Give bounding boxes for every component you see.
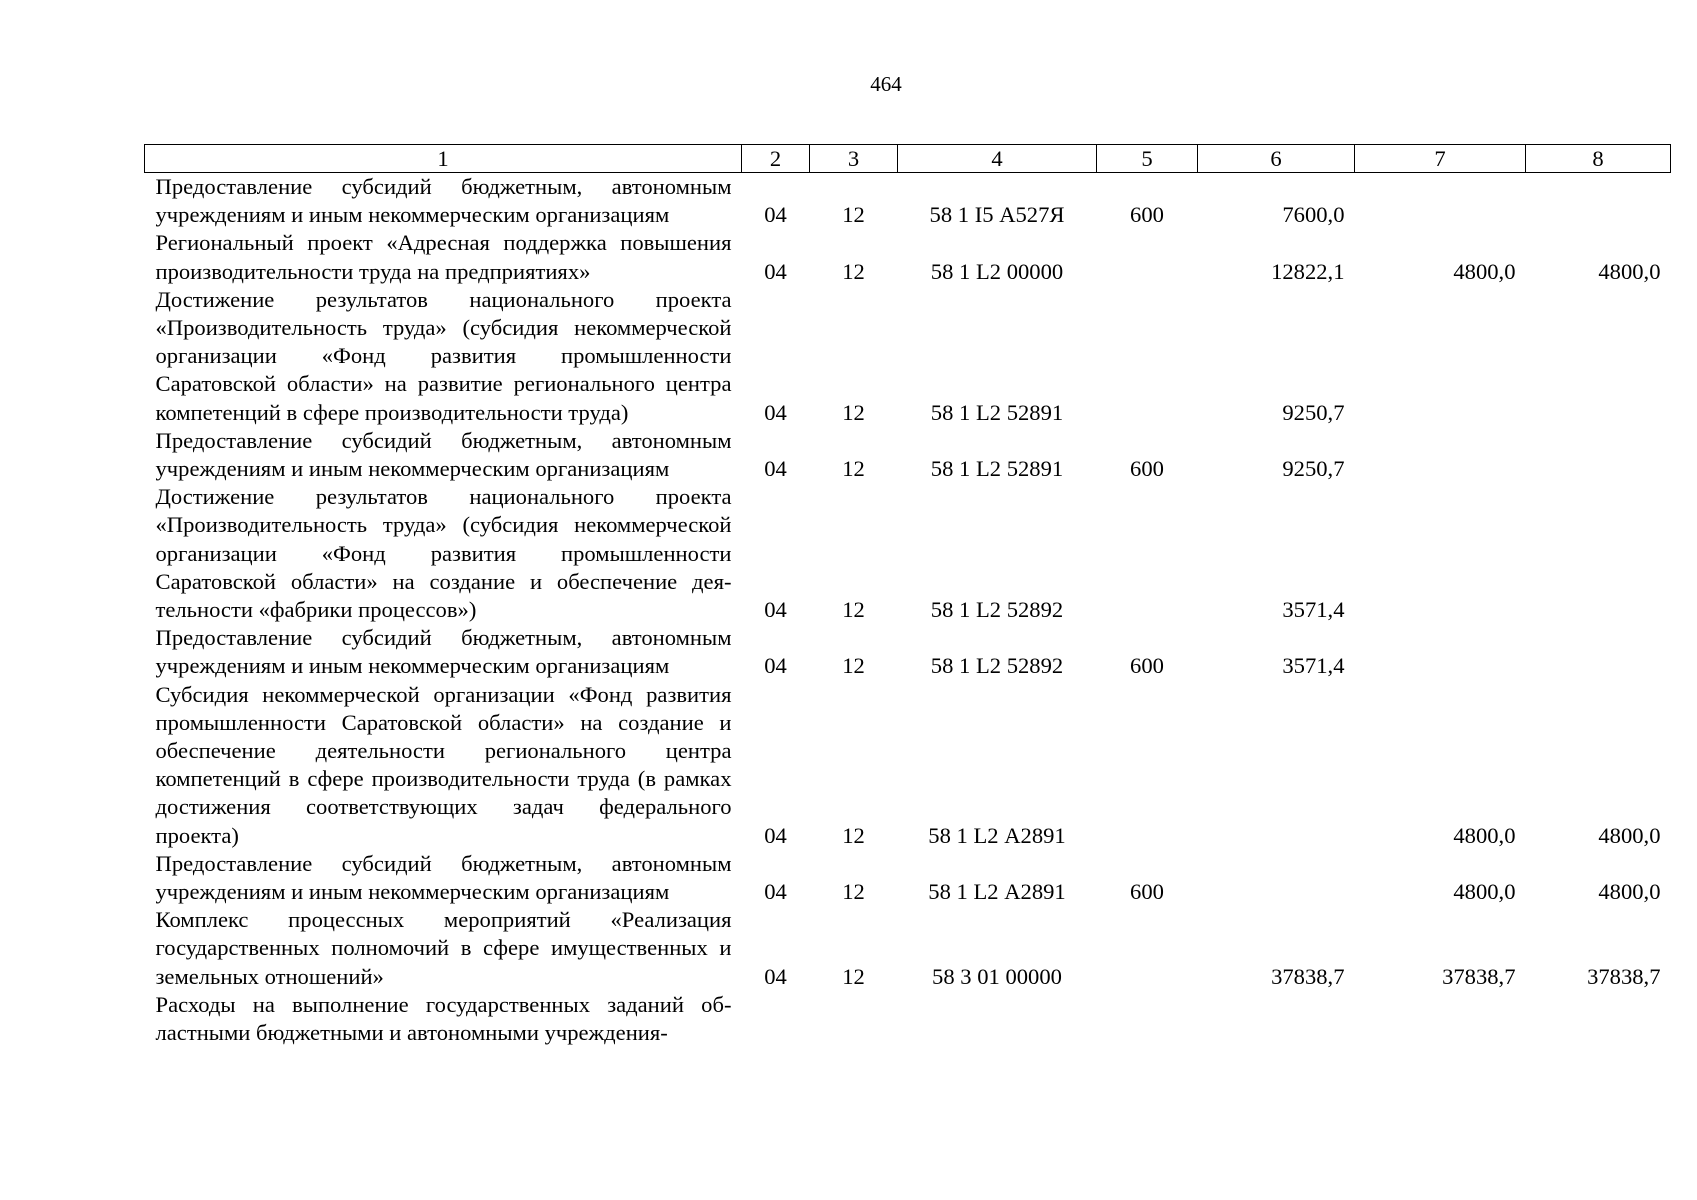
row-expense-type [1097, 483, 1198, 624]
row-amount-col7: 4800,0 [1453, 822, 1516, 848]
row-target-code: 58 1 L2 А2891 [928, 822, 1066, 848]
row-amount-col8 [1526, 427, 1671, 483]
row-amount-col7 [1355, 991, 1526, 1047]
row-amount-col7 [1355, 286, 1526, 427]
row-subsection: 12 [842, 399, 865, 425]
row-expense-type [1097, 229, 1198, 285]
row-subsection: 12 [842, 597, 865, 623]
header-col-1: 1 [145, 145, 742, 173]
row-subsection: 12 [842, 963, 865, 989]
row-amount-col7 [1355, 427, 1526, 483]
header-row [145, 145, 1671, 173]
row-subsection: 12 [842, 202, 865, 228]
row-subsection: 12 [842, 822, 865, 848]
header-col-7: 7 [1355, 145, 1526, 173]
row-amount-col6: 7600,0 [1282, 202, 1345, 228]
row-section: 04 [764, 879, 787, 905]
row-section: 04 [764, 597, 787, 623]
row-amount-col7 [1355, 173, 1526, 230]
row-target-code: 58 1 L2 52892 [930, 597, 1064, 623]
row-name: Региональный проект «Адресная поддержка повышения производительности труда на предприятиях» [155, 230, 732, 284]
row-target-code: 58 1 L2 52891 [930, 399, 1064, 425]
header-col-5: 5 [1097, 145, 1198, 173]
row-name: Расходы на выполнение государственных заданий областными бюджетными и автономными учреждения- [155, 991, 732, 1046]
page-number: 464 [870, 72, 902, 96]
table-row [145, 286, 1671, 427]
row-name: Предоставление субсидий бюджетным, автономным учреждениям и иным некоммерческим организациям [155, 174, 732, 228]
row-target-code: 58 1 I5 А527Я [929, 202, 1065, 228]
row-subsection: 12 [842, 456, 865, 482]
header-col-6: 6 [1198, 145, 1355, 173]
row-amount-col7 [1355, 483, 1526, 624]
row-amount-col6: 9250,7 [1282, 456, 1345, 482]
row-expense-type [1097, 681, 1198, 850]
row-expense-type [1097, 906, 1198, 991]
row-subsection: 12 [842, 258, 865, 284]
row-amount-col6 [1198, 681, 1355, 850]
row-amount-col6: 37838,7 [1271, 963, 1345, 989]
row-section: 04 [764, 202, 787, 228]
row-section [742, 991, 810, 1047]
row-amount-col8 [1526, 991, 1671, 1047]
row-amount-col6: 9250,7 [1282, 399, 1345, 425]
row-amount-col6 [1198, 850, 1355, 906]
row-expense-type: 600 [1130, 202, 1164, 228]
table-row [145, 624, 1671, 680]
table-body [145, 173, 1671, 1048]
row-section: 04 [764, 963, 787, 989]
table-row [145, 483, 1671, 624]
table-row [145, 850, 1671, 906]
row-target-code: 58 1 L2 52892 [930, 653, 1064, 679]
row-amount-col7: 4800,0 [1453, 258, 1516, 284]
row-subsection: 12 [842, 879, 865, 905]
row-section: 04 [764, 456, 787, 482]
row-expense-type [1097, 286, 1198, 427]
row-amount-col6: 3571,4 [1282, 653, 1345, 679]
table-row [145, 229, 1671, 285]
budget-table [144, 144, 1671, 1047]
row-amount-col8 [1526, 624, 1671, 680]
header-col-8: 8 [1526, 145, 1671, 173]
row-target-code: 58 1 L2 00000 [930, 258, 1064, 284]
row-name: Субсидия некоммерческой организации «Фонд развития промышленности Саратовской области» на создание и обеспечение деятельности регионального центра компетенций в сфере производительности труда (в рамках достижения соответствующих задач федерального проекта) [155, 681, 732, 848]
row-name: Предоставление субсидий бюджетным, автономным учреждениям и иным некоммерческим организациям [155, 427, 732, 482]
row-amount-col6 [1198, 991, 1355, 1047]
header-col-3: 3 [810, 145, 898, 173]
row-target-code [898, 991, 1097, 1047]
row-amount-col8 [1526, 483, 1671, 624]
row-amount-col8: 4800,0 [1598, 822, 1661, 848]
row-name: Достижение результатов национального проекта «Производительность труда» (субсидия некоммерческой организации «Фонд развития промышленности Саратовской области» на развитие регионального центра компетенций в сфере производительности труда) [155, 286, 732, 425]
row-amount-col8: 4800,0 [1598, 258, 1661, 284]
row-amount-col6: 12822,1 [1271, 258, 1345, 284]
row-amount-col8 [1526, 286, 1671, 427]
row-amount-col8 [1526, 173, 1671, 230]
row-subsection: 12 [842, 653, 865, 679]
table-header [145, 145, 1671, 173]
row-expense-type: 600 [1130, 456, 1164, 482]
row-expense-type [1097, 991, 1198, 1047]
row-amount-col7 [1355, 624, 1526, 680]
row-name: Предоставление субсидий бюджетным, автономным учреждениям и иным некоммерческим организациям [155, 625, 732, 679]
table-row [145, 173, 1671, 230]
row-amount-col8: 4800,0 [1598, 879, 1661, 905]
row-section: 04 [764, 822, 787, 848]
row-name: Достижение результатов национального проекта «Производительность труда» (субсидия некоммерческой организации «Фонд развития промышленности Саратовской области» на создание и обеспечение деятельности «фабрики процессов») [155, 484, 732, 623]
row-section: 04 [764, 653, 787, 679]
row-subsection [810, 991, 898, 1047]
row-expense-type: 600 [1130, 653, 1164, 679]
table-row [145, 906, 1671, 991]
row-amount-col7: 4800,0 [1453, 879, 1516, 905]
row-target-code: 58 3 01 00000 [932, 963, 1062, 989]
row-name: Предоставление субсидий бюджетным, автономным учреждениям и иным некоммерческим организациям [155, 850, 732, 905]
header-col-2: 2 [742, 145, 810, 173]
row-amount-col6: 3571,4 [1282, 597, 1345, 623]
row-section: 04 [764, 258, 787, 284]
row-amount-col7: 37838,7 [1442, 963, 1516, 989]
row-amount-col8: 37838,7 [1587, 963, 1661, 989]
row-target-code: 58 1 L2 А2891 [928, 879, 1066, 905]
table-row [145, 991, 1671, 1047]
row-target-code: 58 1 L2 52891 [930, 456, 1064, 482]
row-expense-type: 600 [1130, 879, 1164, 905]
table-row [145, 427, 1671, 483]
row-name: Комплекс процессных мероприятий «Реализация государственных полномочий в сфере имущественных и земельных отношений» [155, 907, 732, 989]
header-col-4: 4 [898, 145, 1097, 173]
table-row [145, 681, 1671, 850]
row-section: 04 [764, 399, 787, 425]
